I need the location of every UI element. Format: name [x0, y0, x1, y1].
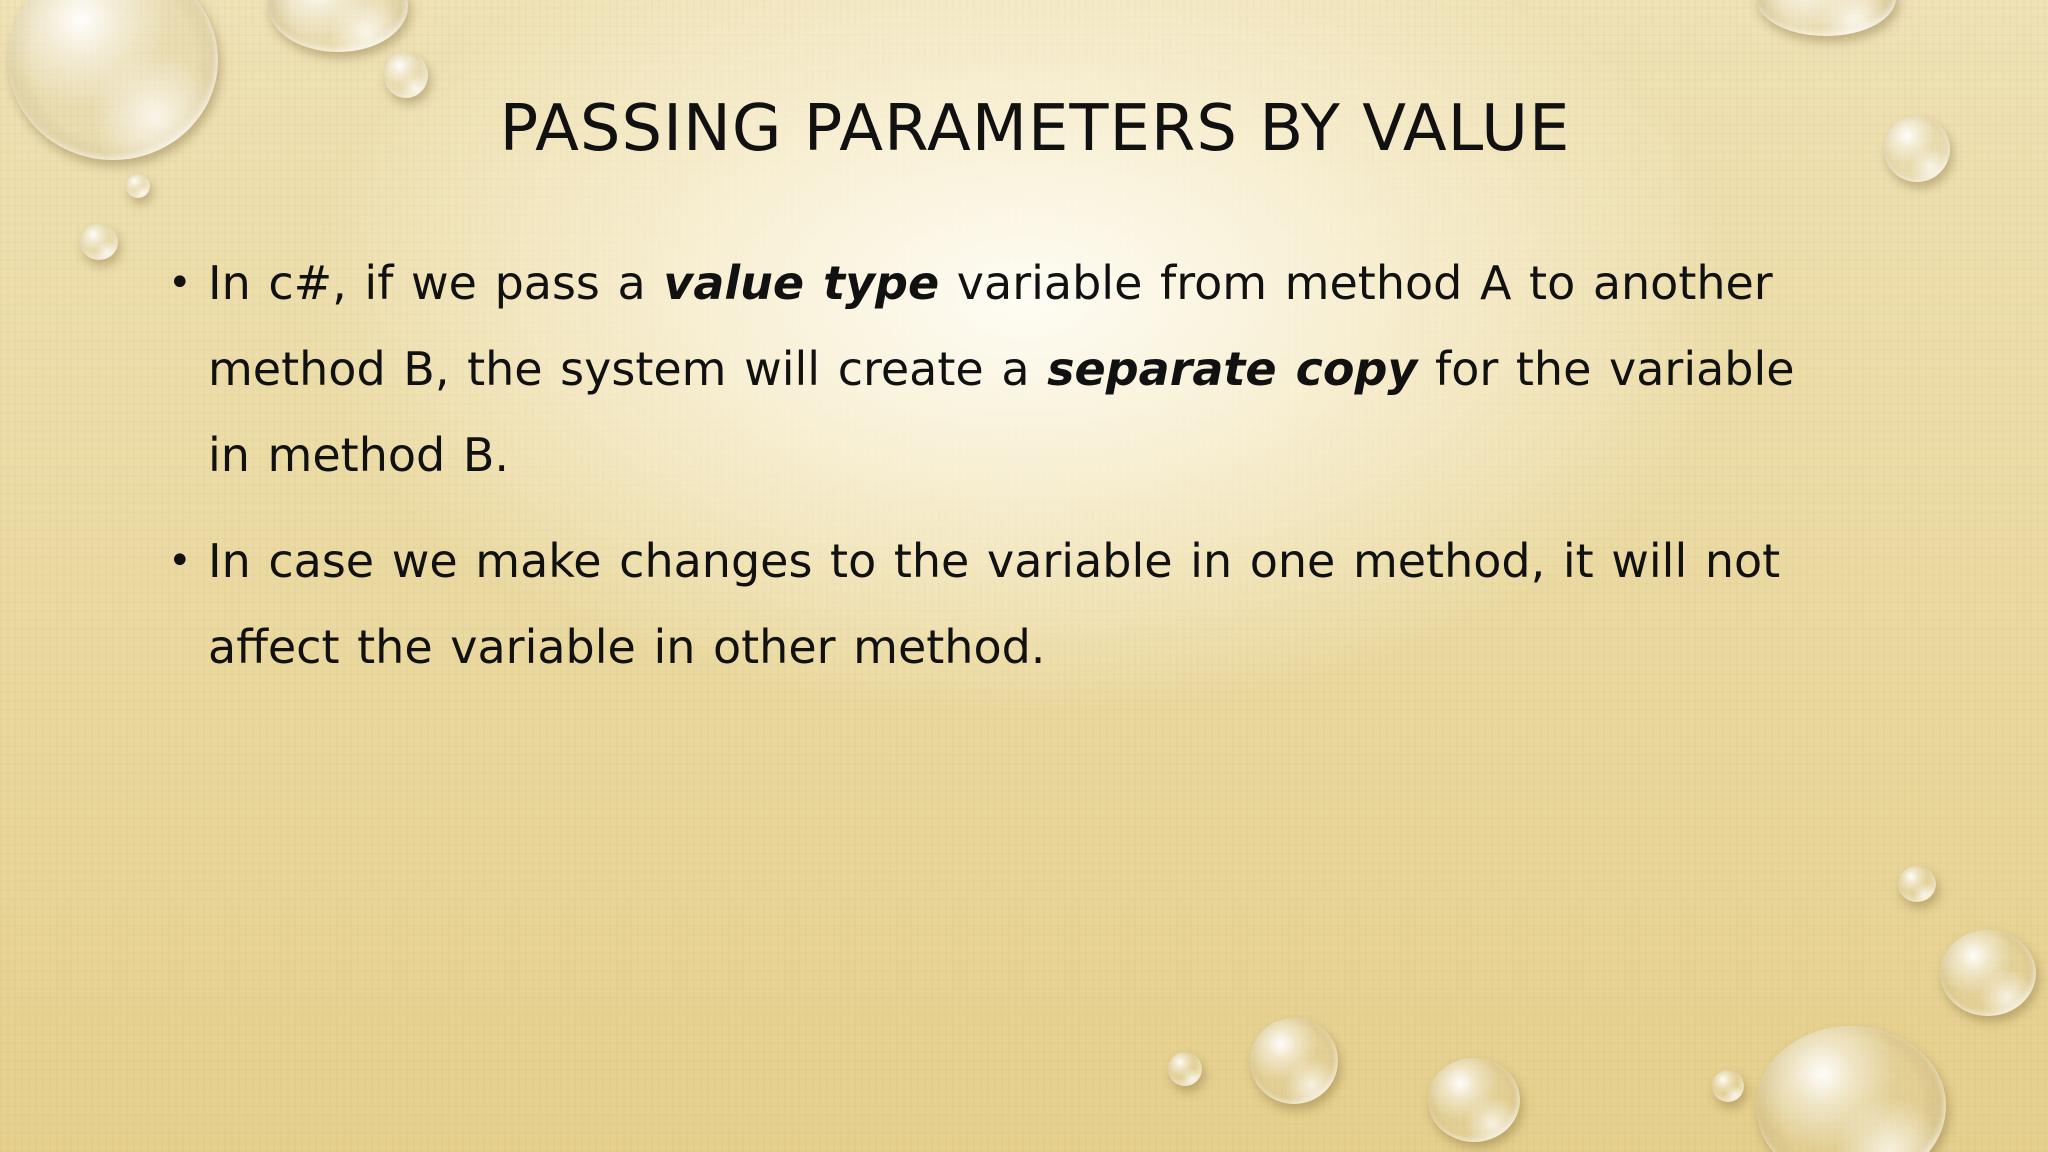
bullet-text: In c#, if we pass a [208, 256, 664, 310]
water-droplet-decoration [1756, 0, 1896, 36]
water-droplet-decoration [268, 0, 408, 52]
water-droplet-decoration [1756, 1026, 1946, 1152]
emphasis-text: separate copy [1047, 342, 1418, 396]
bullet-icon: • [168, 538, 192, 584]
bullet-text: for the variable in method B. [208, 342, 1795, 482]
bullet-text: In case we make changes to the variable in one method, it will not affect the variable in other method. [208, 534, 1781, 674]
bullet-list [168, 240, 1828, 710]
bullet-icon: • [168, 260, 192, 306]
bullet-item [168, 240, 1828, 498]
emphasis-text: value type [663, 256, 940, 310]
water-droplet-decoration [1168, 1052, 1202, 1086]
water-droplet-decoration [126, 174, 150, 198]
water-droplet-decoration [1940, 930, 2036, 1016]
water-droplet-decoration [1898, 866, 1936, 902]
bullet-item [168, 518, 1828, 690]
bullet-text: variable from method A to another method B, the system will create a [208, 256, 1773, 396]
water-droplet-decoration [1428, 1058, 1520, 1142]
slide-title: PASSING PARAMETERS BY VALUE [499, 92, 1571, 166]
water-droplet-decoration [80, 224, 118, 260]
water-droplet-decoration [1712, 1070, 1744, 1102]
water-droplet-decoration [1250, 1018, 1338, 1104]
